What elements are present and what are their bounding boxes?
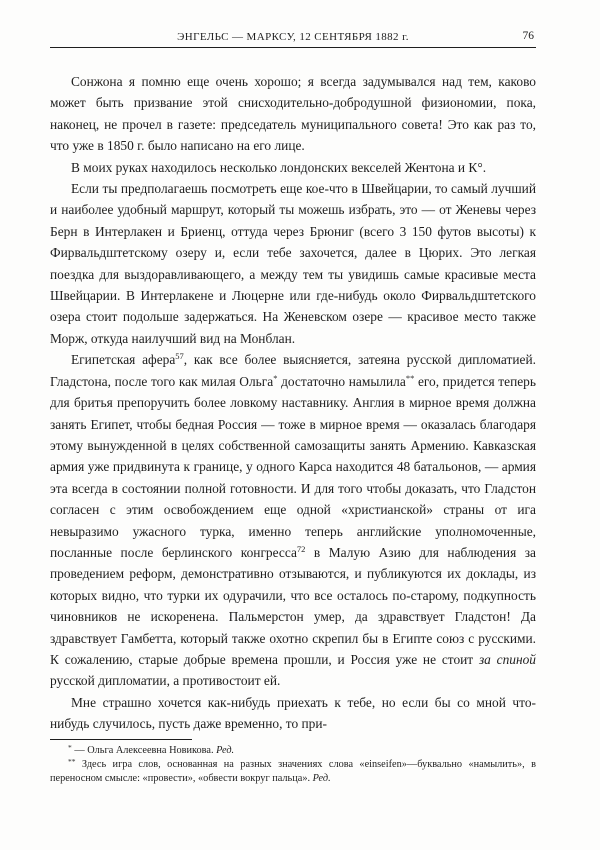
footnote-ref-double-star: ** [405,372,415,383]
footnote-marker-double-star: ** [68,757,76,767]
text-run: Сонжона я помню еще очень хорошо; я всегда задумывался над тем, каково может быть призвание этой снисходительно-добродушной физиономии, пока, наконец, не прочел в газете: председатель муниципального совета! Это как раз то, что уже в 1850 г. было написано на его лице. [50,74,536,154]
text-run: в Малую Азию для наблюдения за проведением реформ, демонстративно отзываются, и публикуются их доклады, из которых видно, что турки их одурачили, что все осталось по-старому, подкупность чиновников не искоренена. Пальмерстон умер, да здравствует Гладстон! Да здравствует Гамбетта, который также охотно скрепил бы в Египте союз с русскими. К сожалению, старые добрые времена прошли, и Россия уже не стоит [50,544,536,667]
text-run: В моих руках находилось несколько лондонских векселей Жентона и К°. [71,159,487,175]
editor-mark: Ред. [312,773,331,785]
footnote [50,744,536,758]
footnote [50,758,536,786]
text-run: достаточно намылила [277,373,406,389]
footnote-ref-72: 72 [296,543,306,554]
footnote-marker-star: * [68,743,72,752]
header-rule [50,47,536,48]
text-run: Здесь игра слов, основанная на разных значениях слова «einseifen»—буквально «намылить», в переносном смысле: «провести», «обвести вокруг пальца». [50,759,536,785]
paragraph [50,349,536,692]
text-run: русской дипломатии, а противостоит ей. [50,673,281,689]
paragraph [50,178,536,349]
paragraph [50,692,536,735]
paragraph [50,157,536,178]
footnote-separator [50,739,192,740]
paragraph [50,71,536,157]
footnote-ref-star: * [273,372,278,383]
text-run: его, придется теперь для бритья препоручить более ловкому наставнику. Англия в мирное время должна занять Египет, чтобы бедная Россия — тоже в мирное время — оказалась благодаря этому вынужденной в целях собственной самозащиты занять Армению. Кавказская армия уже придвинута к границе, у одного Карса находится 48 батальонов, — армия эта всегда в состоянии полной готовности. И для того чтобы доказать, что Гладстон согласен с этим освобождением еще одной «христианской» страны от ига невыразимо ужасного турка, именно теперь английские уполномоченные, посланные после берлинского конгресса [50,373,536,560]
footnote-ref-57: 57 [175,351,184,362]
text-run: Египетская афера [71,352,176,368]
emphasized-text: за спиной [478,651,536,667]
editor-mark: Ред. [216,745,235,756]
text-run: — Ольга Алексеевна Новикова. [71,745,217,756]
text-run: , как все более выясняется, затеяна русской дипломатией. Гладстона, после того как милая Ольга [50,352,536,389]
text-run: Если ты предполагаешь посмотреть еще кое-что в Швейцарии, то самый лучший и наиболее удобный маршрут, который ты можешь избрать, это — от Женевы через Берн в Интерлакен и Бриенц, оттуда через Брюниг (всего 3 150 футов высоты) к Фирвальдштетскому озеру и, если тебе захочется, далее в Цюрих. Это легкая поездка для выздоравливающего, а между тем ты увидишь самые красивые места Швейцарии. В Интерлакене и Люцерне или где-нибудь около Фирвальдштетского озера стоит подольше задержаться. На Женевском озере — красивое место также Морж, откуда наилучший вид на Монблан. [50,181,536,346]
footnotes-section [50,739,536,787]
text-run: Мне страшно хочется как-нибудь приехать к тебе, но если бы со мной что-нибудь случилось, пусть даже временно, то при- [50,694,536,732]
letter-body [50,71,536,735]
running-head-title: ЭНГЕЛЬС — МАРКСУ, 12 СЕНТЯБРЯ 1882 г. [177,31,409,43]
page-number: 76 [522,30,534,42]
